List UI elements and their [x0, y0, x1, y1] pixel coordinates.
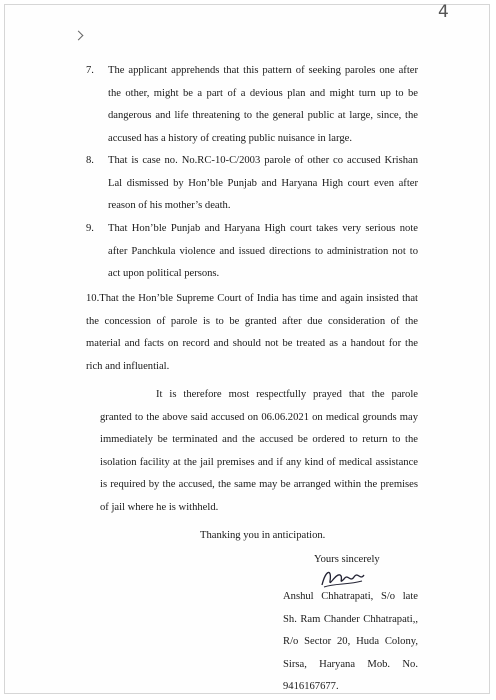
- page-number: 4: [438, 2, 449, 22]
- paragraph-number: 8.: [86, 155, 94, 166]
- paragraph-text: The applicant apprehends that this pattern of seeking paroles one after the other, might be a part of a devious plan and might turn up to be dangerous and life threatening to the general public at large, since, the accused has a history of creating public nuisance in large.: [108, 65, 418, 144]
- thanks-line: Thanking you in anticipation.: [200, 530, 326, 541]
- paragraph-number: 10.: [86, 293, 100, 304]
- signatory-details: Anshul Chhatrapati, S/o late Sh. Ram Chander Chhatrapati,, R/o Sector 20, Huda Colony, Sirsa, Haryana Mob. No. 9416167677.: [283, 591, 418, 692]
- paragraph-8: [86, 150, 418, 218]
- paragraph-text: That Hon’ble Punjab and Haryana High court takes very serious note after Panchkula violence and issued directions to administration not to act upon political persons.: [108, 223, 418, 279]
- closing-salutation: Yours sincerely: [314, 554, 380, 565]
- paragraph-number: 7.: [86, 65, 94, 76]
- paragraph-text: That is case no. No.RC-10-C/2003 parole of other co accused Krishan Lal dismissed by Hon’ble Punjab and Haryana High court even after reason of his mother’s death.: [108, 155, 418, 211]
- paragraph-number: 9.: [86, 223, 94, 234]
- prayer-paragraph: It is therefore most respectfully prayed that the parole granted to the above said accused on 06.06.2021 on medical grounds may immediately be terminated and the accused be ordered to return to the isolation facility at the jail premises and if any kind of medical assistance is required by the accused, the same may be arranged within the premises of jail where he is withheld.: [100, 389, 418, 513]
- paragraph-text: [86, 288, 418, 378]
- paragraph-body: That the Hon’ble Supreme Court of India has time and again insisted that the concession of parole is to be granted after due consideration of the material and facts on record and should not be treated as a handout for the rich and influential.: [86, 293, 418, 372]
- paragraph-9: [86, 218, 418, 286]
- paragraph-10: [86, 288, 418, 378]
- paragraph-7: [86, 60, 418, 150]
